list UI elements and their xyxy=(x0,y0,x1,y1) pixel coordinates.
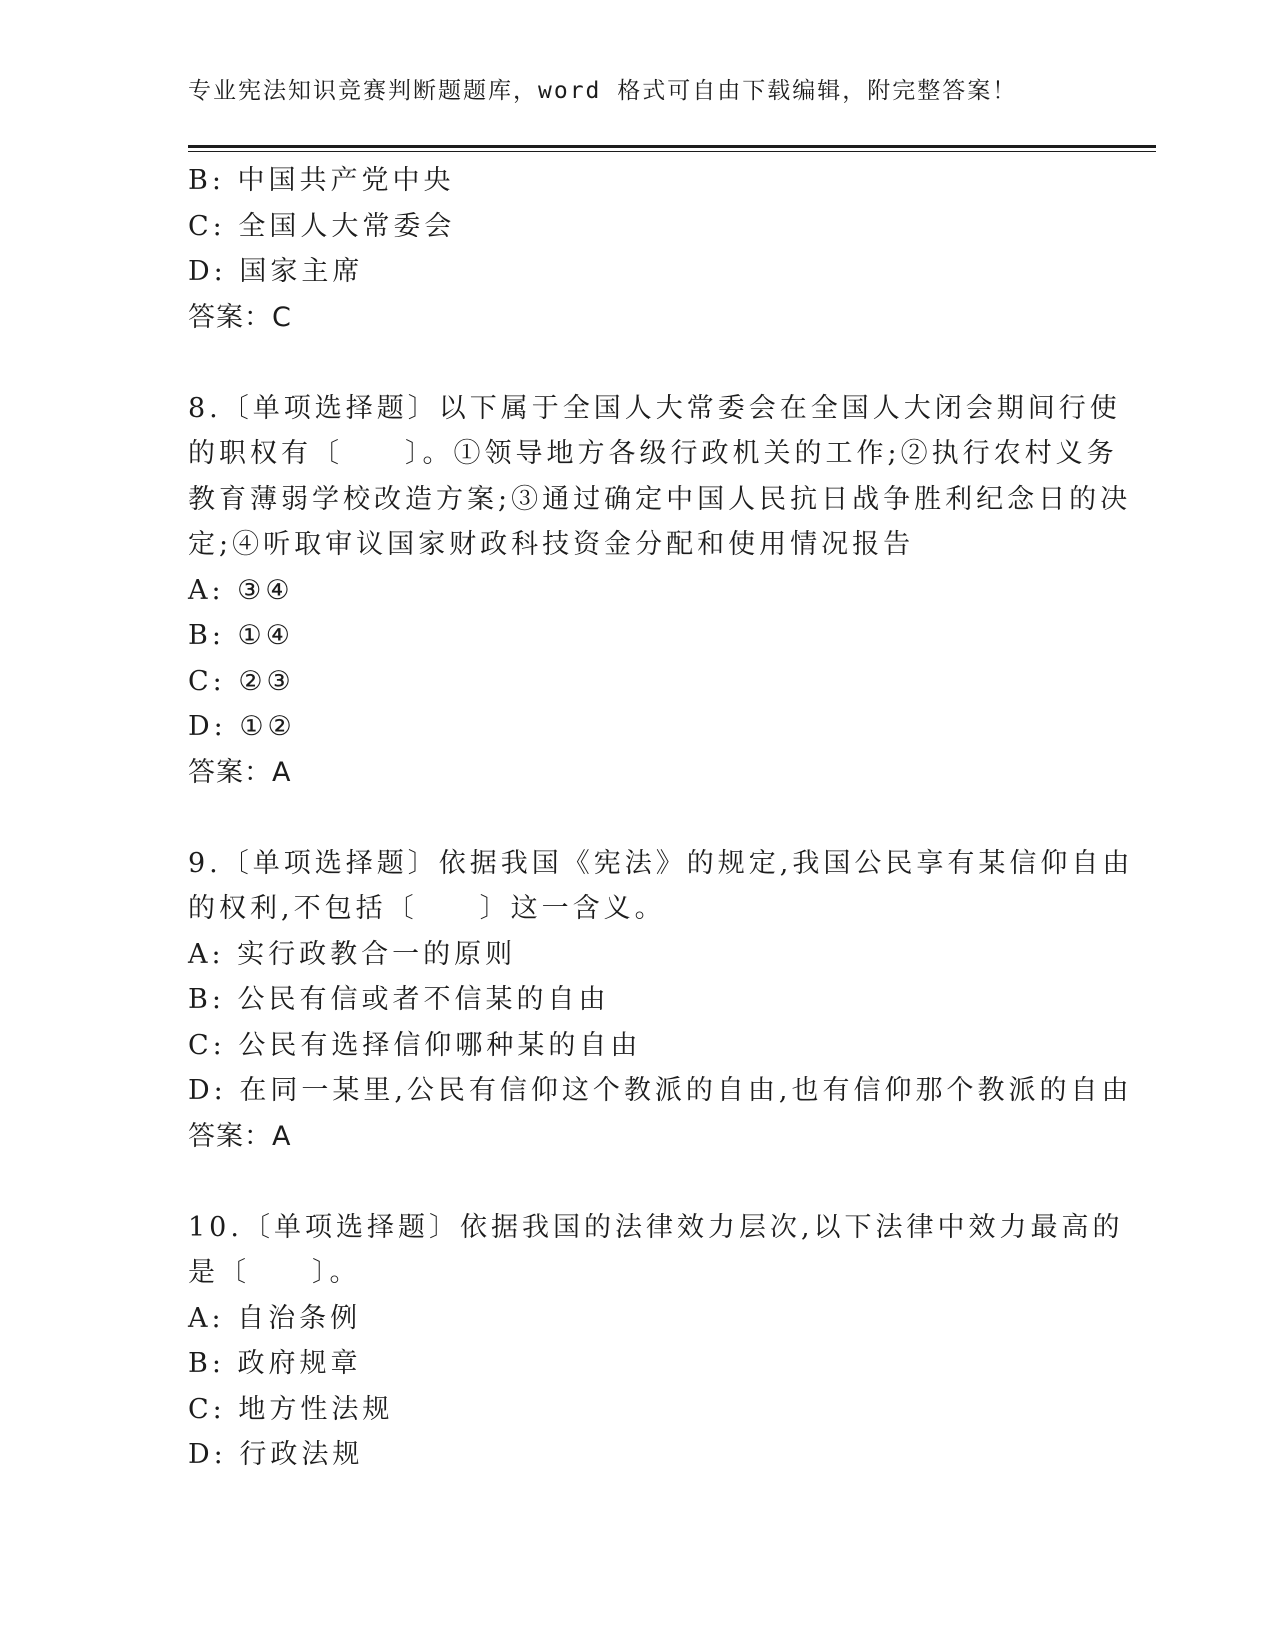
answer: 答案：C xyxy=(188,301,292,333)
question-8-text: 教育薄弱学校改造方案;③通过确定中国人民抗日战争胜利纪念日的决 xyxy=(188,483,1132,515)
option-c: C: 全国人大常委会 xyxy=(188,210,456,242)
spacer xyxy=(188,340,1088,386)
option-c: C: ②③ xyxy=(188,665,295,697)
option-b: B: 政府规章 xyxy=(188,1348,362,1379)
option-d: D: 在同一某里,公民有信仰这个教派的自由,也有信仰那个教派的自由 xyxy=(188,1075,1133,1106)
option-b: B: ①④ xyxy=(188,620,294,651)
option-a: A: 实行政教合一的原则 xyxy=(188,938,517,970)
option-d: D: 国家主席 xyxy=(188,256,364,287)
option-a: A: 自治条例 xyxy=(188,1302,362,1334)
option-d: D: ①② xyxy=(188,711,296,742)
option-c: C: 地方性法规 xyxy=(188,1393,394,1425)
option-c: C: 公民有选择信仰哪种某的自由 xyxy=(188,1029,642,1061)
question-10-text: 是〔 〕。 xyxy=(188,1257,361,1288)
page-header: 专业宪法知识竞赛判断题题库，word 格式可自由下载编辑，附完整答案！ xyxy=(188,78,1018,104)
question-10-text: 10.〔单项选择题〕依据我国的法律效力层次,以下法律中效力最高的 xyxy=(188,1211,1124,1243)
question-9-text: 的权利,不包括〔 〕这一含义。 xyxy=(188,893,666,924)
question-8-text: 8.〔单项选择题〕以下属于全国人大常委会在全国人大闭会期间行使 xyxy=(188,392,1121,424)
question-8-text: 的职权有〔 〕。①领导地方各级行政机关的工作;②执行农村义务 xyxy=(188,438,1118,469)
answer: 答案：A xyxy=(188,756,292,788)
answer: 答案：A xyxy=(188,1120,292,1152)
spacer xyxy=(188,795,1088,841)
document-body xyxy=(188,158,1134,1478)
option-a: A: ③④ xyxy=(188,574,294,606)
question-9-text: 9.〔单项选择题〕依据我国《宪法》的规定,我国公民享有某信仰自由 xyxy=(188,847,1134,879)
question-8-text: 定;④听取审议国家财政科技资金分配和使用情况报告 xyxy=(188,529,915,560)
option-d: D: 行政法规 xyxy=(188,1439,364,1470)
spacer xyxy=(188,1159,1088,1205)
option-b: B: 公民有信或者不信某的自由 xyxy=(188,984,610,1015)
header-rule-thick xyxy=(188,145,1156,148)
option-b: B: 中国共产党中央 xyxy=(188,165,455,196)
header-rule-thin xyxy=(188,151,1156,152)
